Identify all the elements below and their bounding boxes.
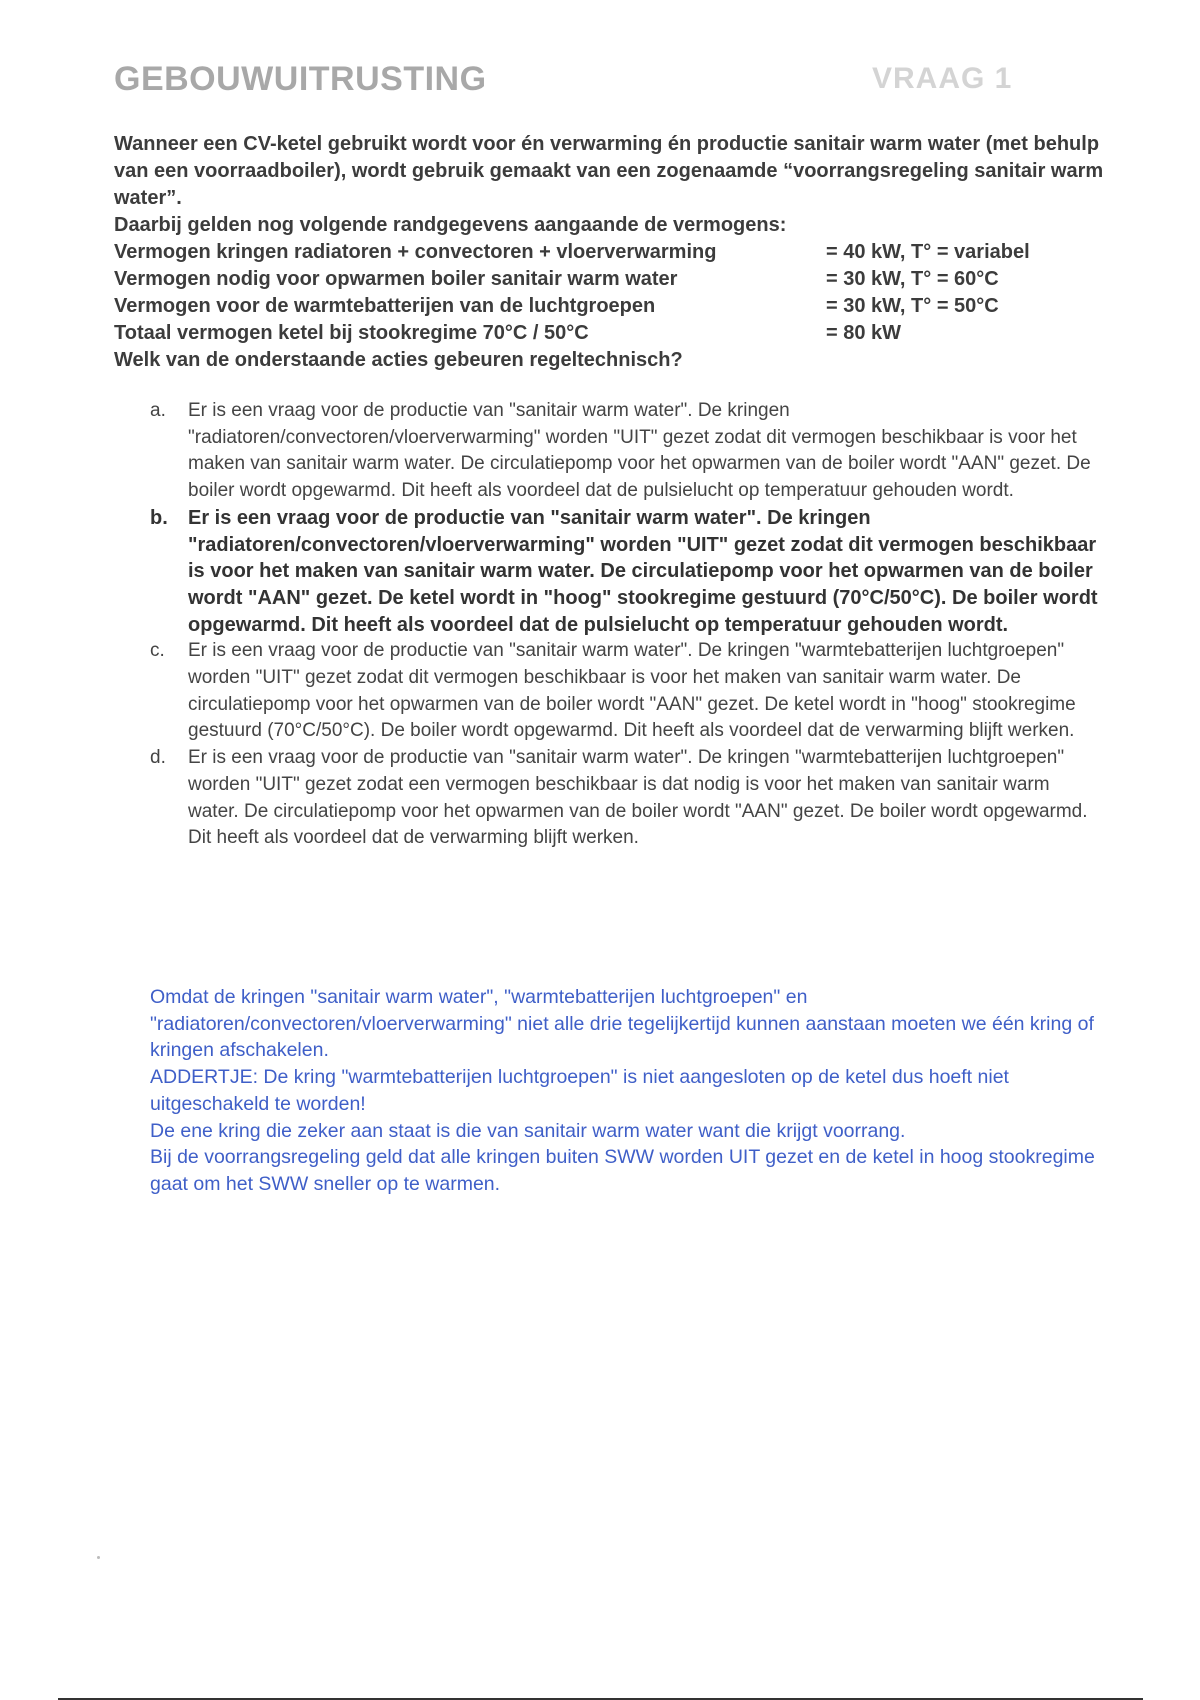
spec-row <box>114 266 1030 293</box>
explanation-line: Bij de voorrangsregeling geld dat alle kringen buiten SWW worden UIT gezet en de ketel in hoog stookregime gaat om het SWW sneller op te warmen. <box>150 1146 1095 1195</box>
scan-speck <box>97 1556 100 1559</box>
question-intro <box>114 131 1104 374</box>
option-letter: c. <box>150 640 165 662</box>
spec-row <box>114 293 1030 320</box>
answer-option-b <box>150 505 1100 639</box>
explanation-line: Omdat de kringen "sanitair warm water", "warmtebatterijen luchtgroepen" en "radiatoren/convectoren/vloerverwarming" niet alle drie tegelijkertijd kunnen aanstaan moeten we één kring of kringen afschakelen. <box>150 986 1094 1062</box>
spec-label: Vermogen nodig voor opwarmen boiler sanitair warm water <box>114 268 678 290</box>
spec-row <box>114 239 1030 266</box>
option-text: Er is een vraag voor de productie van "sanitair warm water". De kringen "warmtebatterijen luchtgroepen" worden "UIT" gezet zodat een vermogen beschikbaar is dat nodig is voor het maken van sanitair warm water. De circulatiepomp voor het opwarmen van de boiler wordt "AAN" gezet. De boiler wordt opgewarmd. Dit heeft als voordeel dat de verwarming blijft werken. <box>188 747 1088 849</box>
intro-paragraph: Wanneer een CV-ketel gebruikt wordt voor én verwarming én productie sanitair warm water (met behulp van een voorraadboiler), wordt gebruik gemaakt van een zogenaamde “voorrangsregeling sanitair warm water”. <box>114 133 1104 209</box>
spec-value: = 40 kW, T° = variabel <box>826 241 1030 263</box>
question-number: VRAAG 1 <box>872 62 1013 95</box>
answer-option-a <box>150 398 1100 505</box>
spec-value: = 30 kW, T° = 50°C <box>826 295 999 317</box>
spec-value: = 80 kW <box>826 322 902 344</box>
spec-value: = 30 kW, T° = 60°C <box>826 268 999 290</box>
option-text: Er is een vraag voor de productie van "sanitair warm water". De kringen "radiatoren/convectoren/vloerverwarming" worden "UIT" gezet zodat dit vermogen beschikbaar is voor het maken van sanitair warm water. De circulatiepomp voor het opwarmen van de boiler wordt "AAN" gezet. De ketel wordt in "hoog" stookregime gestuurd (70°C/50°C). De boiler wordt opgewarmd. Dit heeft als voordeel dat de pulsielucht op temperatuur gehouden wordt. <box>188 506 1098 636</box>
option-letter: d. <box>150 747 166 769</box>
explanation-line: De ene kring die zeker aan staat is die van sanitair warm water want die krijgt voorrang. <box>150 1119 906 1142</box>
spec-row <box>114 320 1030 347</box>
page-title: GEBOUWUITRUSTING <box>114 60 487 98</box>
spec-label: Totaal vermogen ketel bij stookregime 70°C / 50°C <box>114 322 589 344</box>
spec-label: Vermogen kringen radiatoren + convectoren + vloerverwarming <box>114 241 717 263</box>
option-text: Er is een vraag voor de productie van "sanitair warm water". De kringen "radiatoren/convectoren/vloerverwarming" worden "UIT" gezet zodat dit vermogen beschikbaar is voor het maken van sanitair warm water. De circulatiepomp voor het opwarmen van de boiler wordt "AAN" gezet. De boiler wordt opgewarmd. Dit heeft als voordeel dat de pulsielucht op temperatuur gehouden wordt. <box>188 400 1091 502</box>
option-letter: b. <box>150 506 168 529</box>
option-letter: a. <box>150 400 166 421</box>
question-text: Welk van de onderstaande acties gebeuren regeltechnisch? <box>114 349 683 371</box>
option-text: Er is een vraag voor de productie van "sanitair warm water". De kringen "warmtebatterijen luchtgroepen" worden "UIT" gezet zodat dit vermogen beschikbaar is voor het maken van sanitair warm water. De circulatiepomp voor het opwarmen van de boiler wordt "AAN" gezet. De ketel wordt in "hoog" stookregime gestuurd (70°C/50°C). De boiler wordt opgewarmd. Dit heeft als voordeel dat de verwarming blijft werken. <box>188 640 1076 742</box>
answer-option-c <box>150 638 1100 745</box>
answer-options <box>150 398 1100 852</box>
specs-table <box>114 239 1030 347</box>
answer-explanation <box>150 984 1110 1198</box>
answer-option-d <box>150 745 1100 852</box>
explanation-line: ADDERTJE: De kring "warmtebatterijen luchtgroepen" is niet aangesloten op de ketel dus hoeft niet uitgeschakeld te worden! <box>150 1066 1009 1115</box>
specs-heading: Daarbij gelden nog volgende randgegevens aangaande de vermogens: <box>114 214 787 236</box>
spec-label: Vermogen voor de warmtebatterijen van de luchtgroepen <box>114 295 656 317</box>
